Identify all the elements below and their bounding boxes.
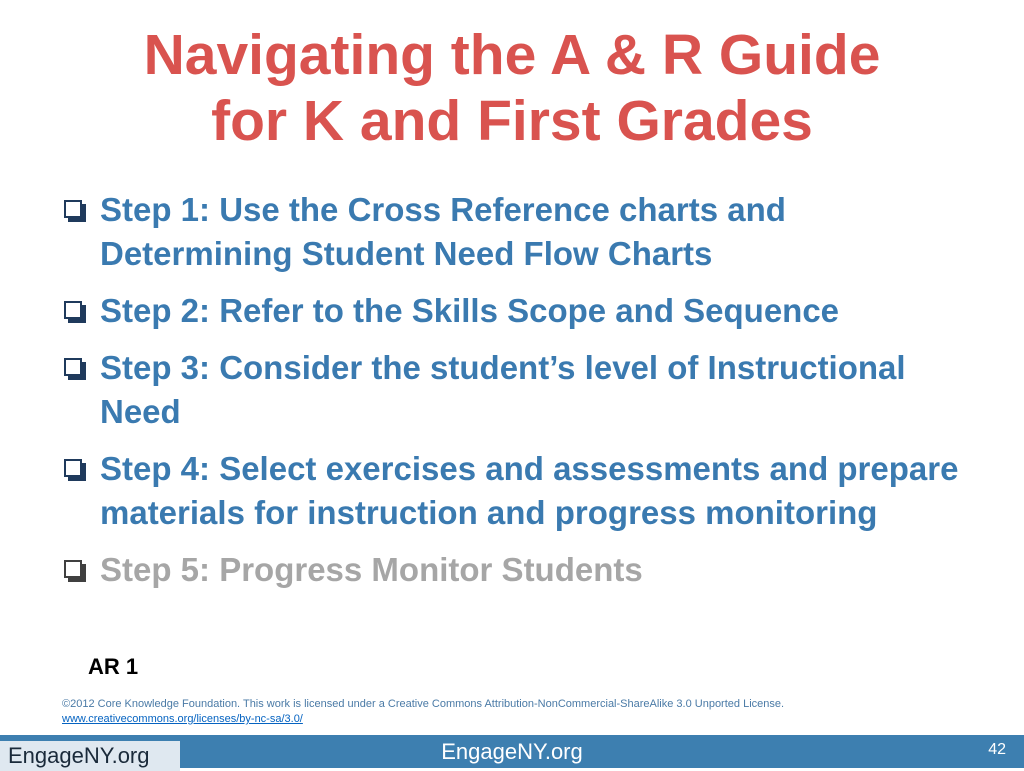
slide-title [0, 22, 1024, 154]
license-link[interactable]: www.creativecommons.org/licenses/by-nc-sa/3.0/ [62, 713, 303, 725]
footer-bar [0, 735, 1024, 768]
step-label: Step 2: Refer to the Skills Scope and Sequence [100, 292, 840, 329]
ar-label: AR 1 [88, 654, 139, 679]
page-number: 42 [988, 741, 1006, 758]
step-item-4 [62, 447, 982, 535]
steps-list [62, 188, 982, 605]
step-item-1 [62, 188, 982, 276]
step-label: Step 4: Select exercises and assessments and prepare materials for instruction and progress monitoring [100, 450, 959, 531]
checkbox-bullet-icon [64, 301, 82, 319]
step-label: Step 1: Use the Cross Reference charts and Determining Student Need Flow Charts [100, 191, 786, 272]
slide-title-line-2: for K and First Grades [211, 89, 813, 153]
checkbox-bullet-icon [64, 560, 82, 578]
slide-title-line-1: Navigating the A & R Guide [143, 23, 881, 87]
footer-center-label: EngageNY.org [441, 739, 583, 764]
step-item-3 [62, 346, 982, 434]
checkbox-bullet-icon [64, 358, 82, 376]
step-label: Step 3: Consider the student’s level of Instructional Need [100, 349, 906, 430]
step-item-2 [62, 289, 982, 333]
step-item-5 [62, 548, 982, 592]
license-text: ©2012 Core Knowledge Foundation. This work is licensed under a Creative Commons Attribution-NonCommercial-ShareAlike 3.0 Unported License. [62, 698, 785, 710]
license-notice [62, 697, 784, 727]
checkbox-bullet-icon [64, 200, 82, 218]
checkbox-bullet-icon [64, 459, 82, 477]
step-label: Step 5: Progress Monitor Students [100, 551, 643, 588]
footer-left-label: EngageNY.org [0, 741, 180, 771]
